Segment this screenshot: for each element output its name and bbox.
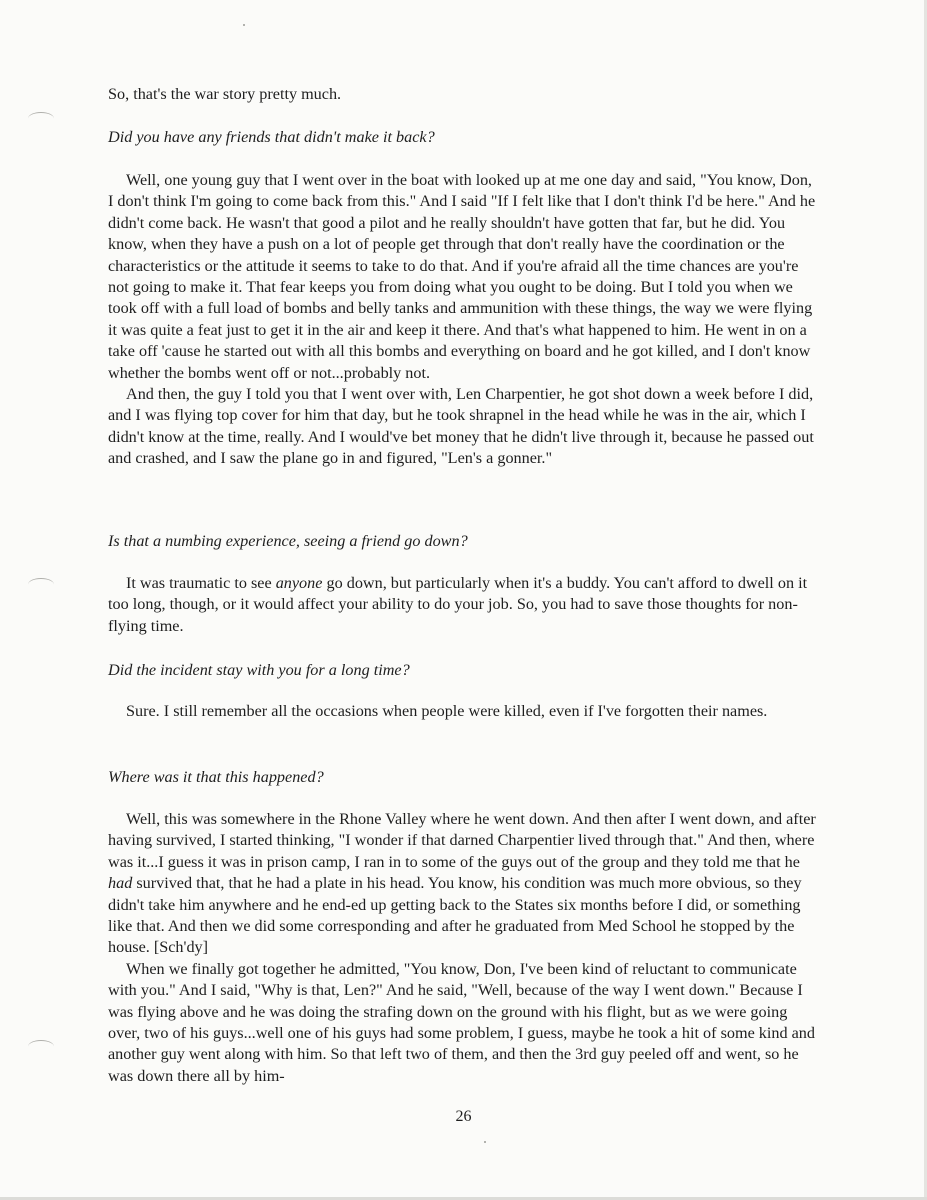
answer-paragraph: When we finally got together he admitted, "You know, Don, I've been kind of reluctant to communicate with you." And I said, "Why is that, Len?" And he said, "Well, because of the way I went down." Because I was flying above and he was doing the strafing down on the ground with his flight, but as we were going over, two of his guys...well one of his guys had some problem, I guess, maybe he took a hit of some kind and another guy went along with him. So that left two of them, and then the 3rd guy peeled off and went, so he was down there all by him-: [108, 959, 815, 1085]
answer-paragraph: Well, this was somewhere in the Rhone Valley where he went down. And then after I went down, and after having survived, I started thinking, "I wonder if that darned Charpentier lived through that." And then, where was it...I guess it was in prison camp, I ran in to some of the guys out of the group and they told me that he had survived that, that he had a plate in his head. You know, his condition was much more obvious, so they didn't take him anywhere and he end-ed up getting back to the States six months before I did, or something like that. And then we did some corresponding and after he graduated from Med School he stopped by the house. [Sch'dy]: [108, 810, 816, 957]
binder-hole-mark: [28, 578, 54, 591]
scan-speck: [484, 1141, 486, 1143]
binder-hole-mark: [28, 112, 54, 125]
answer-numbing: [108, 573, 820, 637]
answer-paragraph: Sure. I still remember all the occasions when people were killed, even if I've forgotten their names.: [126, 702, 768, 720]
binder-hole-mark: [28, 1040, 54, 1053]
question-incident: Did the incident stay with you for a long time?: [108, 661, 410, 679]
question-numbing: Is that a numbing experience, seeing a friend go down?: [108, 532, 468, 550]
question-friends: Did you have any friends that didn't make it back?: [108, 128, 435, 146]
answer-paragraph: It was traumatic to see anyone go down, but particularly when it's a buddy. You can't afford to dwell on it too long, though, or it would affect your ability to do your job. So, you had to save those thoughts for non-flying time.: [108, 574, 808, 635]
page-number: 26: [455, 1108, 472, 1125]
question-where: Where was it that this happened?: [108, 768, 324, 786]
paragraph-war-story: So, that's the war story pretty much.: [108, 85, 342, 103]
answer-incident: [108, 701, 820, 722]
answer-paragraph: And then, the guy I told you that I went over with, Len Charpentier, he got shot down a week before I did, and I was flying top cover for him that day, but he took shrapnel in the head while he was in the air, which I didn't know at the time, really. And I would've bet money that he didn't live through it, because he passed out and crashed, and I saw the plane go in and figured, "Len's a gonner.": [108, 385, 814, 468]
answer-friends: [108, 170, 820, 470]
answer-where: [108, 809, 820, 1087]
scan-speck: [243, 24, 245, 26]
answer-paragraph: Well, one young guy that I went over in the boat with looked up at me one day and said, "You know, Don, I don't think I'm going to come back from this." And I said "If I felt like that I don't think I'd be here." And he didn't come back. He wasn't that good a pilot and he really shouldn't have gotten that far, but he did. You know, when they have a push on a lot of people get through that don't really have the coordination or the characteristics or the attitude it seems to take to do that. And if you're afraid all the time chances are you're not going to make it. That fear keeps you from doing what you ought to be doing. But I told you when we took off with a full load of bombs and belly tanks and ammunition with these things, the way we were flying it was quite a feat just to get it in the air and keep it there. And that's what happened to him. He went in on a take off 'cause he started out with all this bombs and everything on board and he got killed, and I don't know whether the bombs went off or not...probably not.: [108, 171, 816, 382]
